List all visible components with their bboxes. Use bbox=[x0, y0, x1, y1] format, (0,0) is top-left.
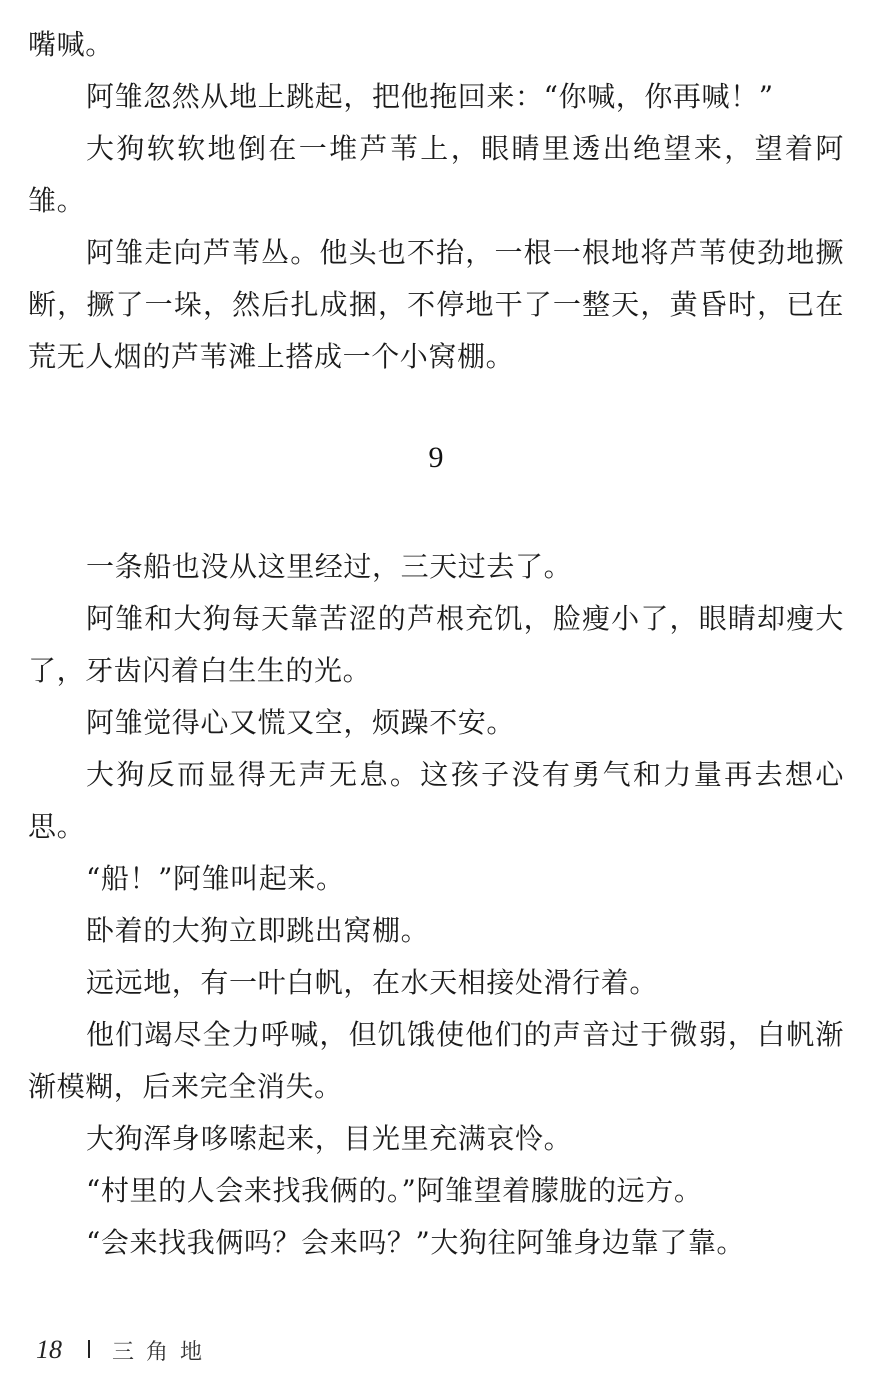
paragraph: 阿雏觉得心又慌又空，烦躁不安。 bbox=[86, 706, 516, 739]
book-title: 三角地 bbox=[112, 1339, 215, 1365]
paragraph: 大狗反而显得无声无息。这孩子没有勇气和力量再去想心思。 bbox=[28, 758, 844, 843]
paragraph: “会来找我俩吗？会来吗？”大狗往阿雏身边靠了靠。 bbox=[86, 1226, 746, 1259]
paragraph: “船！”阿雏叫起来。 bbox=[86, 862, 345, 895]
section-9-text bbox=[28, 541, 844, 1269]
paragraph: 阿雏和大狗每天靠苦涩的芦根充饥，脸瘦小了，眼睛却瘦大了，牙齿闪着白生生的光。 bbox=[28, 602, 844, 687]
section-before-text bbox=[28, 19, 844, 383]
paragraph: 卧着的大狗立即跳出窝棚。 bbox=[86, 914, 430, 947]
paragraph: 大狗浑身哆嗦起来，目光里充满哀怜。 bbox=[86, 1122, 573, 1155]
paragraph: 大狗软软地倒在一堆芦苇上，眼睛里透出绝望来，望着阿雏。 bbox=[28, 132, 844, 217]
paragraph: 一条船也没从这里经过，三天过去了。 bbox=[86, 550, 573, 583]
paragraph: “村里的人会来找我俩的。”阿雏望着朦胧的远方。 bbox=[86, 1174, 703, 1207]
paragraph: 嘴喊。 bbox=[28, 28, 114, 61]
paragraph: 阿雏走向芦苇丛。他头也不抬，一根一根地将芦苇使劲地撅断，撅了一垛，然后扎成捆，不停地干了一整天，黄昏时，已在荒无人烟的芦苇滩上搭成一个小窝棚。 bbox=[28, 236, 844, 373]
section-heading: 9 bbox=[428, 441, 444, 474]
page-number: 18 bbox=[36, 1335, 62, 1364]
paragraph: 阿雏忽然从地上跳起，把他拖回来：“你喊，你再喊！” bbox=[86, 80, 774, 113]
paragraph: 他们竭尽全力呼喊，但饥饿使他们的声音过于微弱，白帆渐渐模糊，后来完全消失。 bbox=[28, 1018, 844, 1103]
footer-divider bbox=[88, 1340, 90, 1358]
paragraph: 远远地，有一叶白帆，在水天相接处滑行着。 bbox=[86, 966, 659, 999]
page-footer bbox=[36, 1332, 214, 1368]
